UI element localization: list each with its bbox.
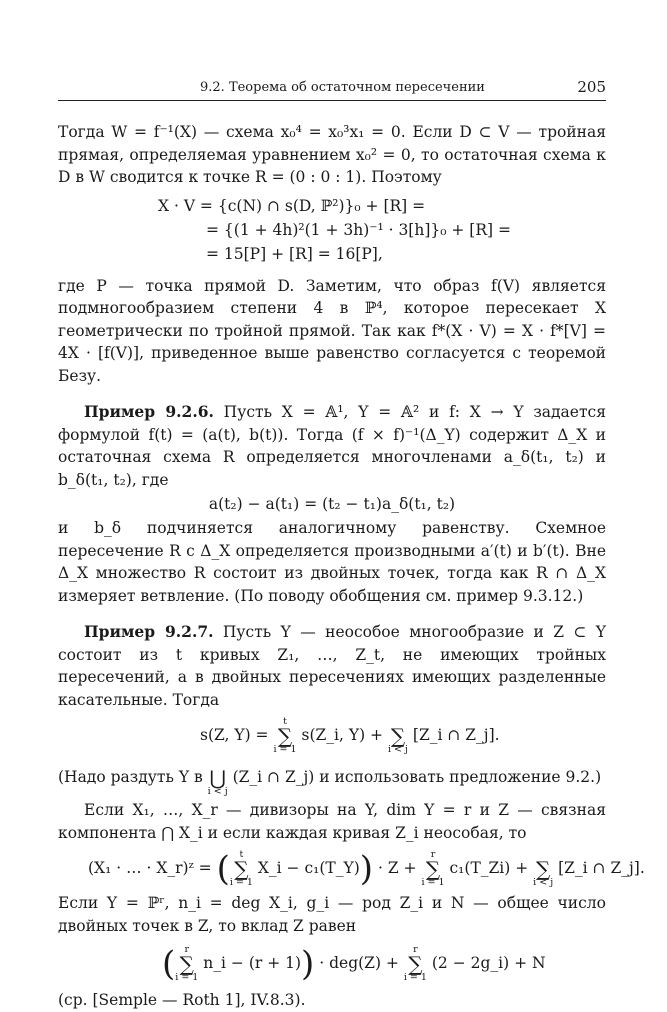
page [58, 78, 645, 1012]
sum-symbol: ∑ i < j [387, 724, 408, 755]
eq-term: [Z_i ∩ Z_j]. [412, 726, 500, 744]
equation-intersection [58, 197, 606, 269]
example-text: Пусть Y — неособое многообразие и Z ⊂ Y состоит из t кривых Z₁, …, Z_t, не имеющих тройных пересечений, а в двойных пересечениях имеющих разделенные касательные. Тогда [58, 623, 606, 709]
paragraph-projective: Если Y = ℙʳ, n_i = deg X_i, g_i — род Z_i и N — общее число двойных точек в Z, то вклад Z равен [58, 894, 606, 935]
equation-contribution: ( r ∑ i = 1 n_i − (r + 1)) · deg(Z) + r ∑ i = 1 (2 − 2g_i) + N [162, 944, 546, 984]
equation-line-3: = 15[P] + [R] = 16[P], [206, 244, 383, 263]
example-9-2-6 [58, 401, 606, 491]
example-label: Пример 9.2.6. [84, 402, 214, 421]
example-label: Пример 9.2.7. [84, 622, 214, 641]
eq-lhs: (X₁ · … · X_r)ᶻ = [88, 859, 212, 877]
running-title: 9.2. Теорема об остаточном пересечении [200, 80, 485, 95]
eq-term: s(Z_i, Y) + [301, 726, 384, 744]
eq-lhs: s(Z, Y) = [200, 726, 269, 744]
reference: (ср. [Semple — Roth 1], IV.8.3). [58, 991, 306, 1009]
page-number: 205 [577, 78, 606, 96]
example-text: Пусть X = 𝔸¹, Y = 𝔸² и f: X → Y задается формулой f(t) = (a(t), b(t)). Тогда (f × f)⁻¹(Δ_Y) содержит Δ_X и остаточная схема R определяется многочленами a_δ(t₁, t₂) и b_δ(t₁, t₂), где [58, 403, 607, 489]
union-symbol: ⋃ i < j [207, 766, 228, 797]
equation-difference: a(t₂) − a(t₁) = (t₂ − t₁)a_δ(t₁, t₂) [208, 495, 456, 513]
equation-line-1: X · V = {c(N) ∩ s(D, ℙ²)}₀ + [R] = [158, 196, 426, 215]
hint-blowup: (Надо раздуть Y в ⋃ i < j (Z_i ∩ Z_j) и использовать предложение 9.2.) [58, 759, 606, 797]
running-header [58, 78, 606, 101]
example-9-2-6-continued: и b_δ подчиняется аналогичному равенству. Схемное пересечение R с Δ_X определяется производными a′(t) и b′(t). Вне Δ_X множество R состоит из двойных точек, тогда как R ∩ Δ_X измеряет ветвление. (По поводу обобщения см. пример 9.3.12.) [58, 519, 606, 605]
equation-line-2: = {(1 + 4h)²(1 + 3h)⁻¹ · 3[h]}₀ + [R] = [206, 220, 511, 239]
paragraph-2: где P — точка прямой D. Заметим, что образ f(V) является подмногообразием степени 4 в ℙ⁴, которое пересекает X геометрически по тройной прямой. Так как f*(X · V) = X · f*[V] = 4X · [f(V)], приведенное выше равенство согласуется с теоремой Безу. [58, 276, 606, 385]
example-9-2-7 [58, 621, 606, 711]
paragraph-divisors: Если X₁, …, X_r — дивизоры на Y, dim Y = r и Z — связная компонента ⋂ X_i и если каждая кривая Z_i неособая, то [58, 801, 606, 842]
equation-intersection-product: (X₁ · … · X_r)ᶻ = ( t ∑ i = 1 X_i − c₁(T_Y)) · Z + r ∑ i = 1 c₁(T_Zi) + ∑ i < j [Z_i ∩ Z_j]. [88, 849, 645, 889]
paragraph-1: Тогда W = f⁻¹(X) — схема x₀⁴ = x₀³x₁ = 0. Если D ⊂ V — тройная прямая, определяемая уравнением x₀² = 0, то остаточная схема к D в W сводится к точке R = (0 : 0 : 1). Поэтому [58, 123, 606, 186]
equation-segre-class [200, 717, 606, 755]
sum-symbol: t ∑ i = 1 [273, 716, 297, 755]
